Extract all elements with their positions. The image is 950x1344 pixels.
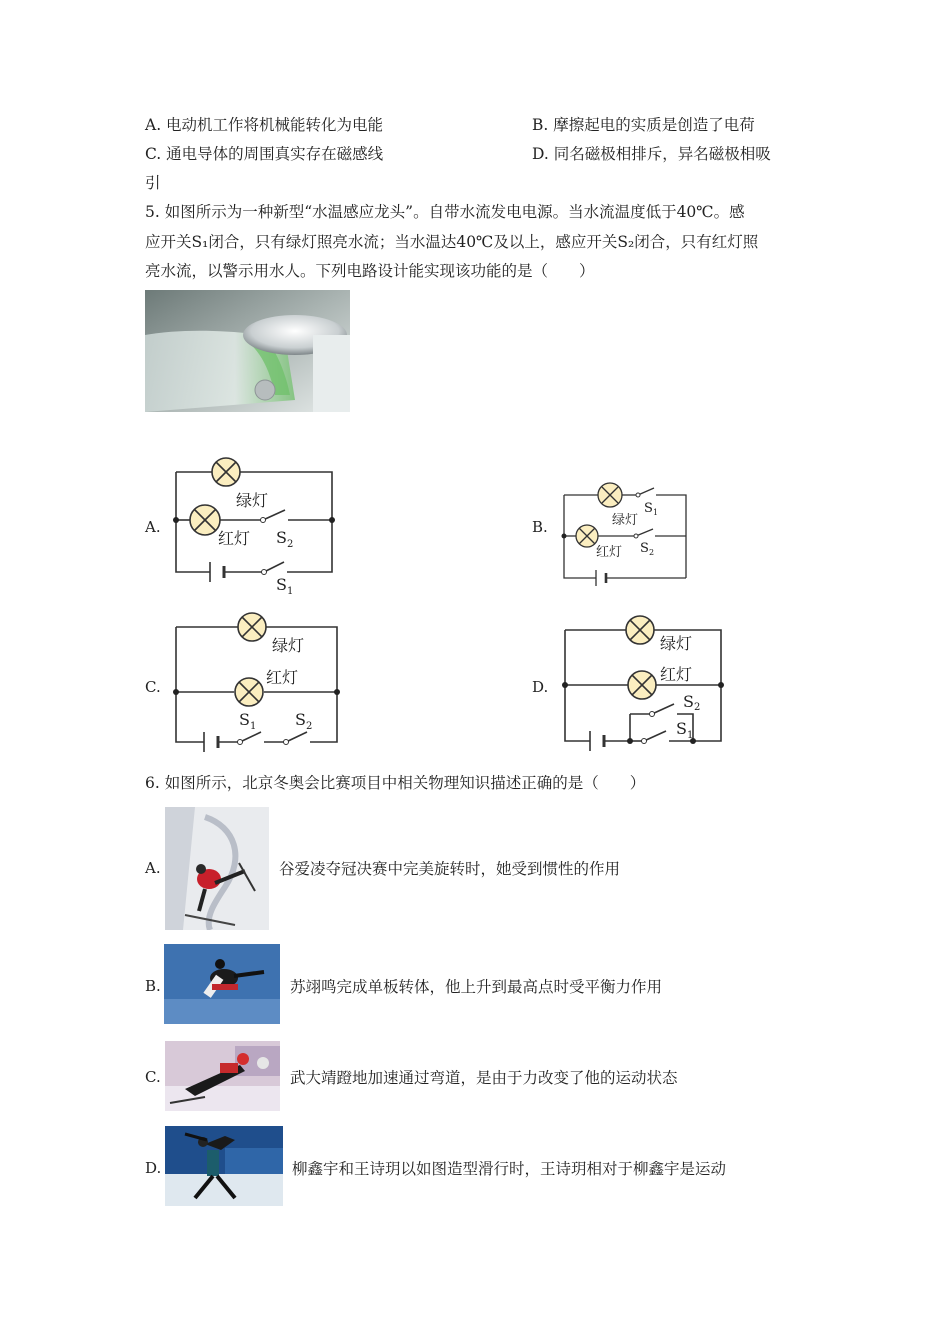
- circuit-a: [160, 450, 350, 600]
- label-d-s2: S: [683, 692, 694, 711]
- battery-a-icon: [210, 562, 224, 582]
- q5-stem-line1: 5. 如图所示为一种新型“水温感应龙头”。自带水流发电电源。当水流温度低于40℃。感: [145, 203, 745, 221]
- label-b-s1: S: [644, 501, 653, 516]
- battery-d-icon: [590, 731, 604, 751]
- lamp-a-red-icon: [190, 505, 220, 535]
- q5-option-b-letter: B.: [532, 518, 548, 536]
- lamp-b-red-icon: [576, 525, 598, 547]
- lamp-d-red-icon: [628, 671, 656, 699]
- circuit-b: [552, 478, 697, 596]
- label-a-s2-sub: 2: [287, 539, 294, 550]
- q6-stem: 6. 如图所示，北京冬奥会比赛项目中相关物理知识描述正确的是（ ）: [145, 774, 646, 792]
- q5-stem-line3: 亮水流，以警示用水人。下列电路设计能实现该功能的是（ ）: [145, 262, 595, 280]
- q6-photo-c: [165, 1041, 280, 1111]
- label-c-s1: S: [239, 710, 250, 729]
- label-d-green: 绿灯: [660, 634, 693, 653]
- q6-option-d-text: 柳鑫宇和王诗玥以如图造型滑行时，王诗玥相对于柳鑫宇是运动: [292, 1160, 727, 1178]
- q6-photo-a: [165, 807, 269, 930]
- label-d-s1-sub: 1: [687, 730, 694, 741]
- circuit-c: [160, 610, 350, 760]
- battery-c-icon: [204, 732, 218, 752]
- q5-option-d-letter: D.: [532, 678, 549, 696]
- q4-option-c: C. 通电导体的周围真实存在磁感线: [145, 145, 384, 163]
- q6-option-a-text: 谷爱凌夺冠决赛中完美旋转时，她受到惯性的作用: [279, 860, 621, 878]
- snowboarder-illustration: [164, 944, 280, 1024]
- q5-option-c-letter: C.: [145, 678, 161, 696]
- label-c-red: 红灯: [266, 668, 299, 687]
- lamp-c-green-icon: [238, 613, 266, 641]
- lamp-c-red-icon: [235, 678, 263, 706]
- q6-option-c-letter: C.: [145, 1068, 161, 1086]
- label-b-red: 红灯: [596, 545, 623, 560]
- label-b-green: 绿灯: [612, 513, 639, 528]
- label-a-s1: S: [276, 575, 287, 594]
- q6-option-d-letter: D.: [145, 1159, 162, 1177]
- lamp-d-green-icon: [626, 616, 654, 644]
- label-c-s2: S: [295, 710, 306, 729]
- q6-option-a-letter: A.: [145, 859, 161, 877]
- speed-skater-illustration: [165, 1041, 280, 1111]
- faucet-illustration: [145, 290, 350, 412]
- q5-option-a-letter: A.: [145, 518, 161, 536]
- label-c-green: 绿灯: [272, 636, 305, 655]
- label-b-s2-sub: 2: [649, 548, 655, 557]
- label-b-s2: S: [640, 541, 649, 556]
- lamp-a-green-icon: [212, 458, 240, 486]
- label-b-s1-sub: 1: [653, 508, 659, 517]
- battery-b-icon: [596, 570, 606, 586]
- label-c-s2-sub: 2: [306, 721, 313, 732]
- label-d-s1: S: [676, 719, 687, 738]
- q6-option-b-letter: B.: [145, 977, 161, 995]
- figure-skaters-illustration: [165, 1126, 283, 1206]
- circuit-d: [552, 610, 727, 760]
- q6-option-c-text: 武大靖蹬地加速通过弯道，是由于力改变了他的运动状态: [290, 1069, 678, 1087]
- label-a-s1-sub: 1: [287, 586, 294, 597]
- label-a-red: 红灯: [218, 529, 251, 548]
- q5-stem-line2: 应开关S₁闭合，只有绿灯照亮水流；当水温达40℃及以上，感应开关S₂闭合，只有红灯照: [145, 233, 759, 251]
- label-d-s2-sub: 2: [694, 702, 701, 713]
- lamp-b-green-icon: [598, 483, 622, 507]
- q6-photo-d: [165, 1126, 283, 1206]
- label-d-red: 红灯: [660, 665, 693, 684]
- faucet-photo: [145, 290, 350, 412]
- label-a-green: 绿灯: [236, 491, 269, 510]
- q4-option-a: A. 电动机工作将机械能转化为电能: [145, 116, 384, 134]
- skier-aerial-illustration: [165, 807, 269, 930]
- q4-option-d-wrap: 引: [145, 174, 161, 192]
- label-a-s2: S: [276, 528, 287, 547]
- q4-option-b: B. 摩擦起电的实质是创造了电荷: [532, 116, 755, 134]
- label-c-s1-sub: 1: [250, 721, 257, 732]
- q6-photo-b: [164, 944, 280, 1024]
- q6-option-b-text: 苏翊鸣完成单板转体，他上升到最高点时受平衡力作用: [290, 978, 663, 996]
- q4-option-d: D. 同名磁极相排斥，异名磁极相吸: [532, 145, 771, 163]
